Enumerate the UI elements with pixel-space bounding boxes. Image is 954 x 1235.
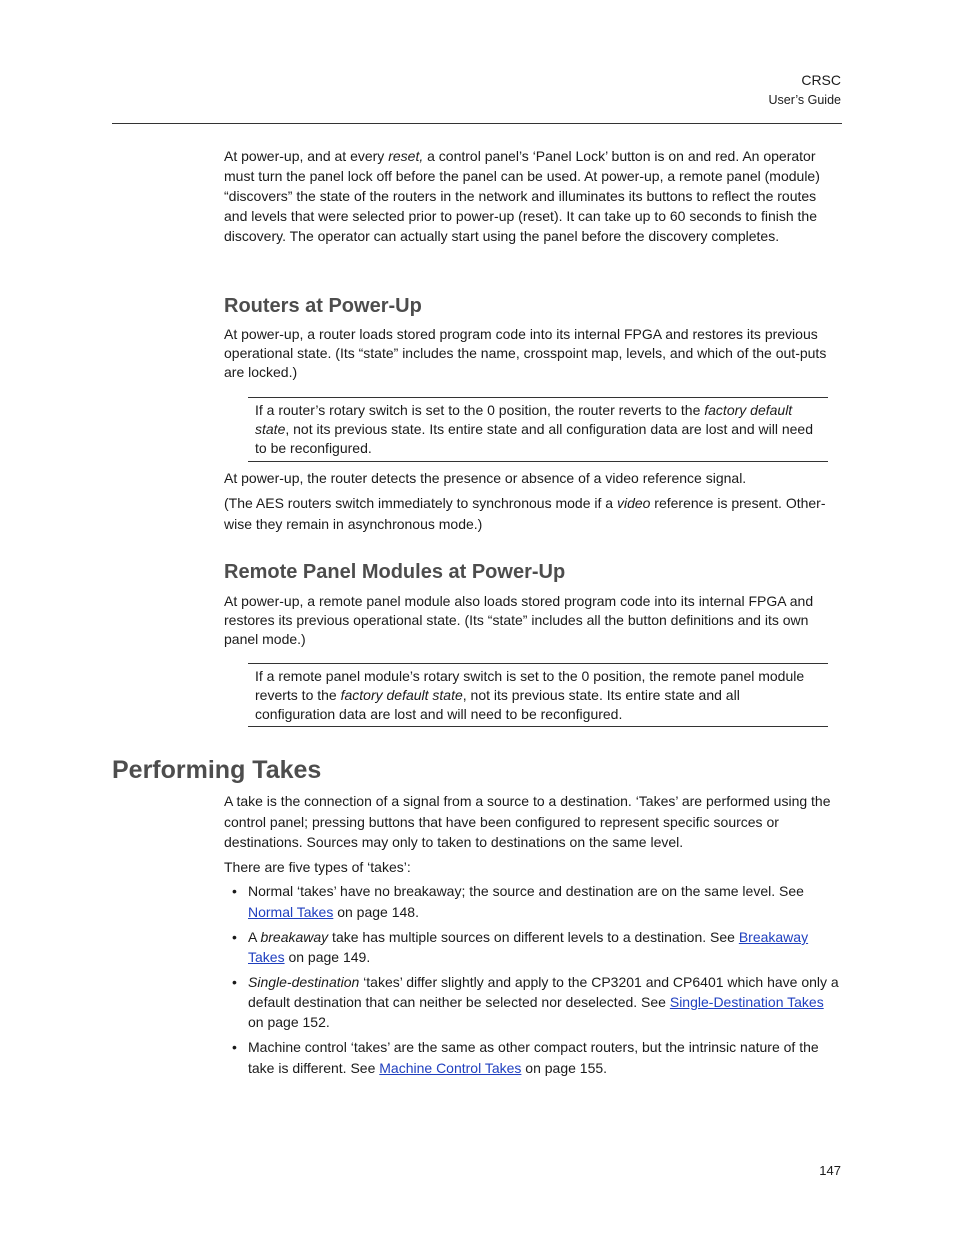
- routers-note-text: [255, 401, 820, 458]
- bullet-breakaway-b: take has multiple sources on different levels to a destination. See: [328, 929, 739, 945]
- bullet-single-text: [248, 972, 842, 1032]
- machine-control-takes-link[interactable]: Machine Control Takes: [379, 1060, 522, 1076]
- bullet-breakaway: [232, 927, 842, 967]
- breakaway-takes-link[interactable]: Breakaway Takes: [248, 929, 809, 965]
- intro-paragraph: [224, 146, 842, 246]
- routers-aes-a: (The AES routers switch immediately to synchronous mode if a: [224, 495, 617, 511]
- routers-aes-em: video: [616, 495, 651, 511]
- bullet-machine-a: Machine control ‘takes’ are the same as other compact routers, but the intrinsic nature of the take is different. See: [248, 1039, 819, 1076]
- bullet-machine-b: on page 155.: [521, 1060, 608, 1076]
- routers-note-b: , not its previous state. Its entire state and all configuration data are lost and will need to be reconfigured.: [255, 421, 813, 456]
- bullet-normal-b: on page 148.: [333, 904, 419, 920]
- routers-paragraph: At power-up, a router loads stored program code into its internal FPGA and restores its previous operational state. (Its “state” includes the name, crosspoint map, levels, and which of the out-puts are locked.): [224, 326, 827, 380]
- bullet-breakaway-em: breakaway: [260, 929, 329, 945]
- page-number: 147: [819, 1163, 841, 1178]
- bullet-normal-a: Normal ‘takes’ have no breakaway; the source and destination are on the same level. See: [248, 883, 804, 899]
- bullet-normal: [232, 881, 842, 923]
- routers-note: [248, 397, 828, 462]
- routers-heading: Routers at Power-Up: [224, 295, 422, 317]
- bullet-dot: •: [232, 883, 237, 899]
- remote-note-b: , not its previous state. Its entire state and all configuration data are lost and will need to be reconfigured.: [255, 687, 740, 722]
- intro-text-a: At power-up, and at every: [224, 148, 389, 164]
- bullet-breakaway-text: [248, 927, 842, 967]
- routers-note-a: If a router’s rotary switch is set to the 0 position, the router reverts to the: [255, 402, 705, 418]
- remote-note-em: factory default state: [340, 687, 463, 703]
- bullet-dot: •: [232, 1039, 237, 1055]
- remote-note-text: [255, 667, 820, 724]
- header-rule: [112, 123, 842, 124]
- intro-text-b: a control panel’s ‘Panel Lock’ button is on and red. An operator must turn the panel lock off before the panel can be used. At power-up, a remote panel (module) “discovers” the state of the routers in the network and illuminates its buttons to reflect the routes and levels that were selected prior to power-up (reset). It can take up to 60 seconds to finish the discovery. The operator can actually start using the panel before the discovery completes.: [224, 148, 820, 244]
- intro-reset-em: reset,: [388, 148, 424, 164]
- takes-paragraph: A take is the connection of a signal from a source to a destination. ‘Takes’ are performed using the control panel; pressing buttons that have been configured to represent specific sources or destinations. Sources may only to taken to destinations on the same level.: [224, 793, 831, 850]
- routers-detect-paragraph: At power-up, the router detects the presence or absence of a video reference signal.: [224, 470, 747, 486]
- routers-aes-b: reference is present. Other-wise they remain in asynchronous mode.): [224, 495, 826, 532]
- bullet-normal-text: [248, 881, 842, 923]
- remote-note: [248, 663, 828, 727]
- header-title: CRSC: [801, 72, 841, 88]
- bullet-single-destination: [232, 972, 842, 1032]
- bullet-dot: •: [232, 929, 237, 945]
- bullet-dot: •: [232, 974, 237, 990]
- single-destination-takes-link[interactable]: Single-Destination Takes: [669, 994, 824, 1010]
- bullet-breakaway-a: A: [248, 929, 261, 945]
- bullet-breakaway-c: on page 149.: [284, 949, 371, 965]
- remote-note-a: If a remote panel module’s rotary switch is set to the 0 position, the remote panel module reverts to the: [255, 668, 805, 703]
- routers-aes-paragraph: [224, 493, 842, 535]
- remote-heading: Remote Panel Modules at Power-Up: [224, 561, 566, 583]
- remote-paragraph: At power-up, a remote panel module also loads stored program code into its internal FPGA and restores its previous operational state. (Its “state” includes all the button definitions and its own panel mode.): [224, 593, 814, 647]
- bullet-single-a: ‘takes’ differ slightly and apply to the CP3201 and CP6401 which have only a default destination that can neither be selected nor deselected. See: [248, 974, 839, 1010]
- takes-heading: Performing Takes: [112, 756, 322, 784]
- header-subtitle: User’s Guide: [768, 93, 841, 107]
- bullet-single-b: on page 152.: [248, 1014, 330, 1030]
- takes-types-intro: There are five types of ‘takes’:: [224, 859, 411, 875]
- bullet-single-em: Single-destination: [248, 974, 360, 990]
- bullet-machine-text: [248, 1037, 842, 1079]
- normal-takes-link[interactable]: Normal Takes: [248, 904, 334, 920]
- routers-note-em: factory default state: [255, 402, 793, 437]
- bullet-machine-control: [232, 1037, 842, 1079]
